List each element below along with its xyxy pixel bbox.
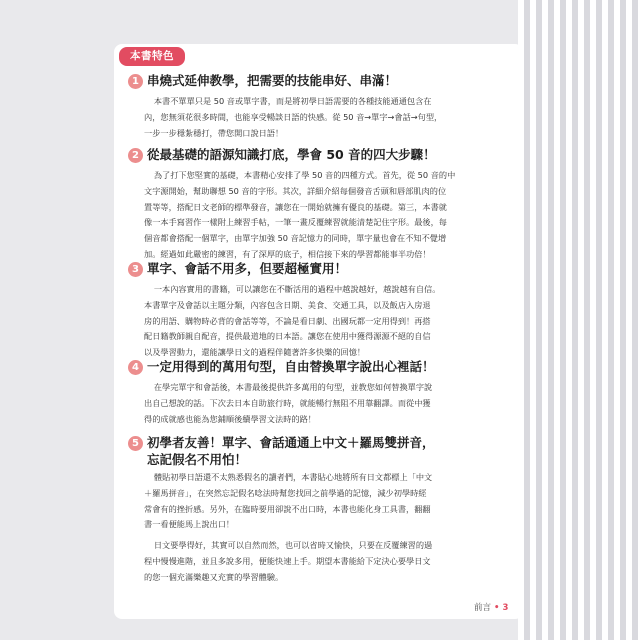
section-title-5-line-2: 忘記假名不用怕！ bbox=[147, 452, 248, 467]
section-body-4: 在學完單字和會話後，本書最後提供許多萬用的句型，並教您如何替換單字說 出自己想說的話。下次去日本自助旅行時，就能暢行無阻不用靠翻譯。而從中獲 得的成就感也能為您鋪順後續學習文法時的路！ bbox=[144, 382, 433, 424]
page-footer bbox=[474, 601, 508, 613]
page-number: 3 bbox=[502, 603, 509, 613]
background-stripes bbox=[518, 0, 640, 640]
section-number-1: 1 bbox=[128, 74, 143, 89]
section-number-5: 5 bbox=[128, 436, 143, 451]
section-title-3: 單字、會話不用多，但要超極實用！ bbox=[147, 261, 348, 276]
footer-bullet: • bbox=[494, 603, 500, 613]
section-title-5: 初學者友善！單字、會話通通上中文＋羅馬雙拼音， bbox=[147, 435, 435, 450]
section-body-1: 本書不單單只是 50 音或單字書，而是將初學日語需要的各種技能通通包含在 內，您無須花很多時間，也能享受暢談日語的快感。從 50 音→單字→會話→句型， 一步一步穩紮穩打，帶您開口說日語！ bbox=[144, 96, 443, 138]
section-number-4: 4 bbox=[128, 360, 143, 375]
section-title-1: 串燒式延伸教學，把需要的技能串好、串滿！ bbox=[147, 73, 398, 88]
section-body-2: 為了打下您堅實的基礎，本書精心安排了學 50 音的四種方式。首先，從 50 音的中 文字源開始，幫助聯想 50 音的字形。其次，詳細介紹每個發音舌頭和唇部肌肉的位 置等等，搭配日文老師的標準發音，讓您在一開始就擁有優良的基礎。第三，本書就 像一本手寫習作一樣附上練習手帖，一筆一畫反覆練習就能清楚記住字形。最後，每 個音都會搭配一個單字，由單字加強 50 音記憶力的同時，單字量也會在不知不覺增 加。經過如此嚴密的練習，有了深厚的底子，相信接下來的學習都能事半功倍！ bbox=[144, 170, 456, 259]
section-title-4: 一定用得到的萬用句型，自由替換單字說出心裡話！ bbox=[147, 359, 435, 374]
section-body-5: 體貼初學日語還不太熟悉假名的讀者們，本書貼心地將所有日文都標上「中文 ＋羅馬拼音」，在突然忘記假名唸法時幫您找回之前學過的記憶，減少初學時經 常會有的挫折感。另外，在臨時要用卻說不出口時，本書也能化身工具書，翻翻 書一看便能馬上說出口！ bbox=[144, 472, 433, 530]
footer-label: 前言 bbox=[474, 603, 492, 613]
section-tag: 本書特色 bbox=[119, 47, 185, 66]
section-number-3: 3 bbox=[128, 262, 143, 277]
section-body-3: 一本內容實用的書籍，可以讓您在不斷活用的過程中越說越好，越說越有自信。 本書單字及會話以主題分類，內容包含日期、美食、交通工具，以及飯店入房退 房的用語、購物時必背的會話等等，不論是看日劇、出國玩都一定用得到！再搭 配日籍教師親自配音，提供最道地的日本語。讓您在使用中獲得源源不絕的自信 以及學習動力，還能讓學日文的過程伴隨著許多快樂的回憶！ bbox=[144, 284, 441, 358]
closing-paragraph: 日文要學得好，其實可以自然而然，也可以省時又愉快，只要在反覆練習的過 程中慢慢進階，並且多說多用，便能快速上手。期望本書能給下定決心要學日文 的您一個充滿樂趣又充實的學習體驗。 bbox=[144, 540, 433, 582]
section-number-2: 2 bbox=[128, 148, 143, 163]
section-title-2: 從最基礎的語源知識打底，學會 50 音的四大步驟！ bbox=[147, 147, 436, 162]
